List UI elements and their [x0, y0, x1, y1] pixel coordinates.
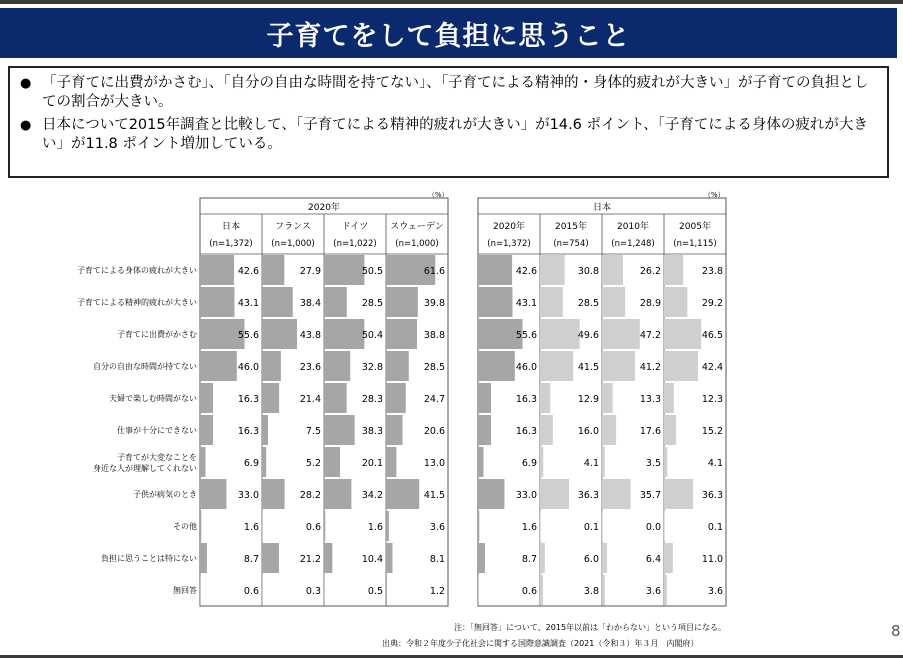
data-label: 21.2 [299, 554, 321, 565]
data-label: 3.6 [707, 586, 723, 597]
data-label: 28.3 [361, 394, 383, 405]
data-label: 15.2 [701, 426, 723, 437]
bar [478, 479, 504, 509]
data-label: 0.1 [583, 522, 599, 533]
group-header: 2020年 [308, 203, 340, 213]
data-label: 42.6 [515, 266, 537, 277]
data-label: 8.7 [243, 554, 259, 565]
bar [664, 543, 673, 573]
bar [540, 255, 565, 285]
bar [262, 447, 266, 477]
bar [478, 287, 512, 317]
bar [664, 479, 693, 509]
bar [386, 415, 402, 445]
series-name: フランス [275, 222, 311, 232]
data-label: 8.1 [429, 554, 445, 565]
data-label: 0.6 [243, 586, 259, 597]
series-sample-size: (n=754) [553, 239, 589, 249]
series-sample-size: (n=1,000) [271, 239, 315, 249]
category-label: 身近な人が理解してくれない [93, 464, 197, 473]
source-note: 出典：令和２年度少子化社会に関する国際意識調査（2021（令和３）年３月 内閣府） [382, 639, 699, 648]
bar [602, 255, 623, 285]
data-label: 12.3 [701, 394, 723, 405]
bar [386, 287, 418, 317]
data-label: 1.6 [243, 522, 259, 533]
bar [262, 255, 284, 285]
data-label: 4.1 [707, 458, 723, 469]
bar [386, 351, 409, 381]
data-label: 38.3 [361, 426, 383, 437]
data-label: 50.4 [361, 330, 383, 341]
bar [540, 479, 569, 509]
data-label: 1.6 [521, 522, 537, 533]
bar [478, 575, 479, 605]
bar [664, 383, 674, 413]
category-label: 子育てに出費がかさむ [117, 330, 197, 339]
bar [540, 383, 550, 413]
data-label: 47.2 [639, 330, 661, 341]
bar [540, 575, 543, 605]
bar [478, 351, 515, 381]
series-sample-size: (n=1,022) [333, 239, 377, 249]
category-label: 負担に思うことは特にない [101, 554, 197, 563]
bar [664, 575, 667, 605]
data-label: 46.0 [515, 362, 537, 373]
series-sample-size: (n=1,000) [395, 239, 439, 249]
bullet-icon: ● [20, 118, 32, 133]
category-label: 子育てによる身体の疲れが大きい [77, 266, 197, 275]
data-label: 0.3 [305, 586, 321, 597]
series-sample-size: (n=1,372) [487, 239, 531, 249]
bar [200, 383, 213, 413]
data-label: 0.5 [367, 586, 383, 597]
series-sample-size: (n=1,372) [209, 239, 253, 249]
data-label: 3.8 [583, 586, 599, 597]
page-number: 8 [891, 622, 901, 640]
data-label: 24.7 [423, 394, 445, 405]
bar [324, 575, 325, 605]
bar [200, 543, 207, 573]
bar [602, 575, 605, 605]
data-label: 3.6 [645, 586, 661, 597]
data-label: 42.6 [237, 266, 259, 277]
data-label: 28.9 [639, 298, 661, 309]
bar [478, 255, 512, 285]
data-label: 21.4 [299, 394, 321, 405]
bar [540, 287, 563, 317]
bar [664, 351, 698, 381]
bar [386, 383, 406, 413]
category-label: 子育てが大変なことを [117, 453, 197, 462]
series-name: スウェーデン [390, 222, 444, 232]
data-label: 23.8 [701, 266, 723, 277]
category-label: その他 [173, 522, 197, 531]
bar [664, 319, 701, 349]
group-header: 日本 [592, 203, 612, 213]
data-label: 28.5 [577, 298, 599, 309]
data-label: 5.2 [305, 458, 321, 469]
bar [262, 319, 297, 349]
data-label: 39.8 [423, 298, 445, 309]
data-label: 29.2 [701, 298, 723, 309]
data-label: 0.1 [707, 522, 723, 533]
summary-bullet-text: 日本について2015年調査と比較して、「子育てによる精神的疲れが大きい」が14.6 ポイント、「子育てによる身体の疲れが大きい」が11.8 ポイント増加している。 [42, 117, 868, 152]
data-label: 33.0 [515, 490, 537, 501]
data-label: 20.1 [361, 458, 383, 469]
data-label: 27.9 [299, 266, 321, 277]
category-label: 子供が病気のとき [133, 490, 197, 499]
data-label: 36.3 [577, 490, 599, 501]
bar [540, 511, 541, 541]
data-label: 0.0 [645, 522, 661, 533]
bar [324, 479, 351, 509]
bar [664, 415, 676, 445]
data-label: 16.0 [577, 426, 599, 437]
bar [262, 575, 263, 605]
data-label: 42.4 [701, 362, 723, 373]
data-label: 1.2 [429, 586, 445, 597]
series-name: 2010年 [617, 222, 649, 232]
data-label: 34.2 [361, 490, 383, 501]
unit-label-left: （%） [428, 191, 449, 199]
data-label: 13.3 [639, 394, 661, 405]
data-label: 61.6 [423, 266, 445, 277]
bar [262, 415, 268, 445]
series-name: 日本 [221, 222, 241, 232]
bar [664, 255, 683, 285]
data-label: 46.0 [237, 362, 259, 373]
bar [324, 351, 350, 381]
series-sample-size: (n=1,115) [673, 239, 717, 249]
data-label: 43.1 [237, 298, 259, 309]
bar [602, 415, 616, 445]
data-label: 41.5 [577, 362, 599, 373]
data-label: 10.4 [361, 554, 383, 565]
bar [262, 511, 263, 541]
data-label: 12.9 [577, 394, 599, 405]
data-label: 0.6 [305, 522, 321, 533]
bar [262, 543, 279, 573]
bar [540, 543, 545, 573]
bar [200, 415, 213, 445]
data-label: 6.9 [521, 458, 537, 469]
data-label: 0.6 [521, 586, 537, 597]
bar [664, 511, 665, 541]
data-label: 6.0 [583, 554, 599, 565]
data-label: 43.8 [299, 330, 321, 341]
bar [200, 255, 234, 285]
data-label: 23.6 [299, 362, 321, 373]
series-name: ドイツ [341, 222, 369, 232]
bar [602, 479, 631, 509]
data-label: 3.5 [645, 458, 661, 469]
data-label: 28.2 [299, 490, 321, 501]
bar [540, 415, 553, 445]
category-label: 仕事が十分にできない [117, 426, 197, 435]
bar [324, 543, 332, 573]
bar [386, 479, 419, 509]
bar [324, 319, 364, 349]
data-label: 50.5 [361, 266, 383, 277]
bar [540, 319, 580, 349]
category-label: 夫婦で楽しむ時間がない [109, 394, 197, 403]
data-label: 11.0 [701, 554, 723, 565]
data-label: 7.5 [305, 426, 321, 437]
data-label: 6.9 [243, 458, 259, 469]
data-label: 16.3 [515, 394, 537, 405]
category-label: 無回答 [173, 586, 197, 595]
bullet-icon: ● [20, 76, 32, 91]
series-name: 2015年 [555, 222, 587, 232]
bar [324, 287, 347, 317]
category-label: 自分の自由な時間が持てない [93, 362, 197, 371]
data-label: 26.2 [639, 266, 661, 277]
bar [602, 319, 640, 349]
bar [386, 319, 417, 349]
bar [324, 511, 325, 541]
data-label: 30.8 [577, 266, 599, 277]
page-title: 子育てをして負担に思うこと [0, 8, 897, 58]
data-label: 32.8 [361, 362, 383, 373]
bar [200, 351, 237, 381]
data-label: 16.3 [237, 394, 259, 405]
bar [324, 447, 340, 477]
bar [200, 575, 201, 605]
bar [602, 543, 607, 573]
data-label: 36.3 [701, 490, 723, 501]
data-label: 35.7 [639, 490, 661, 501]
series-name: 2005年 [679, 222, 711, 232]
series-sample-size: (n=1,248) [611, 239, 655, 249]
data-label: 20.6 [423, 426, 445, 437]
bar [324, 415, 355, 445]
data-label: 43.1 [515, 298, 537, 309]
bar [478, 415, 491, 445]
bar [200, 479, 226, 509]
bar [200, 287, 234, 317]
bar [386, 511, 389, 541]
bar [262, 351, 281, 381]
bar [602, 351, 635, 381]
bar [324, 383, 347, 413]
data-label: 16.3 [515, 426, 537, 437]
data-label: 28.5 [361, 298, 383, 309]
footnote: 注：「無回答」について、2015年以前は「わからない」という項目になる。 [454, 623, 727, 632]
bar [478, 511, 479, 541]
data-label: 33.0 [237, 490, 259, 501]
bar [664, 447, 667, 477]
data-label: 16.3 [237, 426, 259, 437]
data-label: 46.5 [701, 330, 723, 341]
bar [478, 383, 491, 413]
bar [262, 287, 293, 317]
bar [200, 447, 206, 477]
data-label: 6.4 [645, 554, 661, 565]
data-label: 8.7 [521, 554, 537, 565]
data-label: 38.8 [423, 330, 445, 341]
data-label: 17.6 [639, 426, 661, 437]
data-label: 13.0 [423, 458, 445, 469]
data-label: 55.6 [515, 330, 537, 341]
bar [262, 383, 279, 413]
data-label: 41.2 [639, 362, 661, 373]
bar [540, 447, 543, 477]
bar [200, 511, 201, 541]
data-label: 49.6 [577, 330, 599, 341]
series-name: 2020年 [493, 222, 525, 232]
bar [386, 543, 392, 573]
unit-label-right: （%） [704, 191, 725, 199]
bar [540, 351, 573, 381]
data-label: 28.5 [423, 362, 445, 373]
summary-bullet-text: 「子育てに出費がかさむ」、「自分の自由な時間を持てない」、「子育てによる精神的・身体的疲れが大きい」が子育ての負担としての割合が大きい。 [42, 75, 869, 110]
bar [262, 479, 285, 509]
bar [602, 447, 605, 477]
data-label: 41.5 [423, 490, 445, 501]
bar [478, 447, 484, 477]
data-label: 3.6 [429, 522, 445, 533]
bar [478, 543, 485, 573]
bar [602, 383, 613, 413]
bar [324, 255, 364, 285]
bar [602, 511, 603, 541]
bar [386, 575, 387, 605]
data-label: 4.1 [583, 458, 599, 469]
bar [386, 447, 396, 477]
data-label: 1.6 [367, 522, 383, 533]
data-label: 55.6 [237, 330, 259, 341]
category-label: 子育てによる精神的疲れが大きい [77, 298, 197, 307]
bar [664, 287, 687, 317]
data-label: 38.4 [299, 298, 321, 309]
bar [602, 287, 625, 317]
